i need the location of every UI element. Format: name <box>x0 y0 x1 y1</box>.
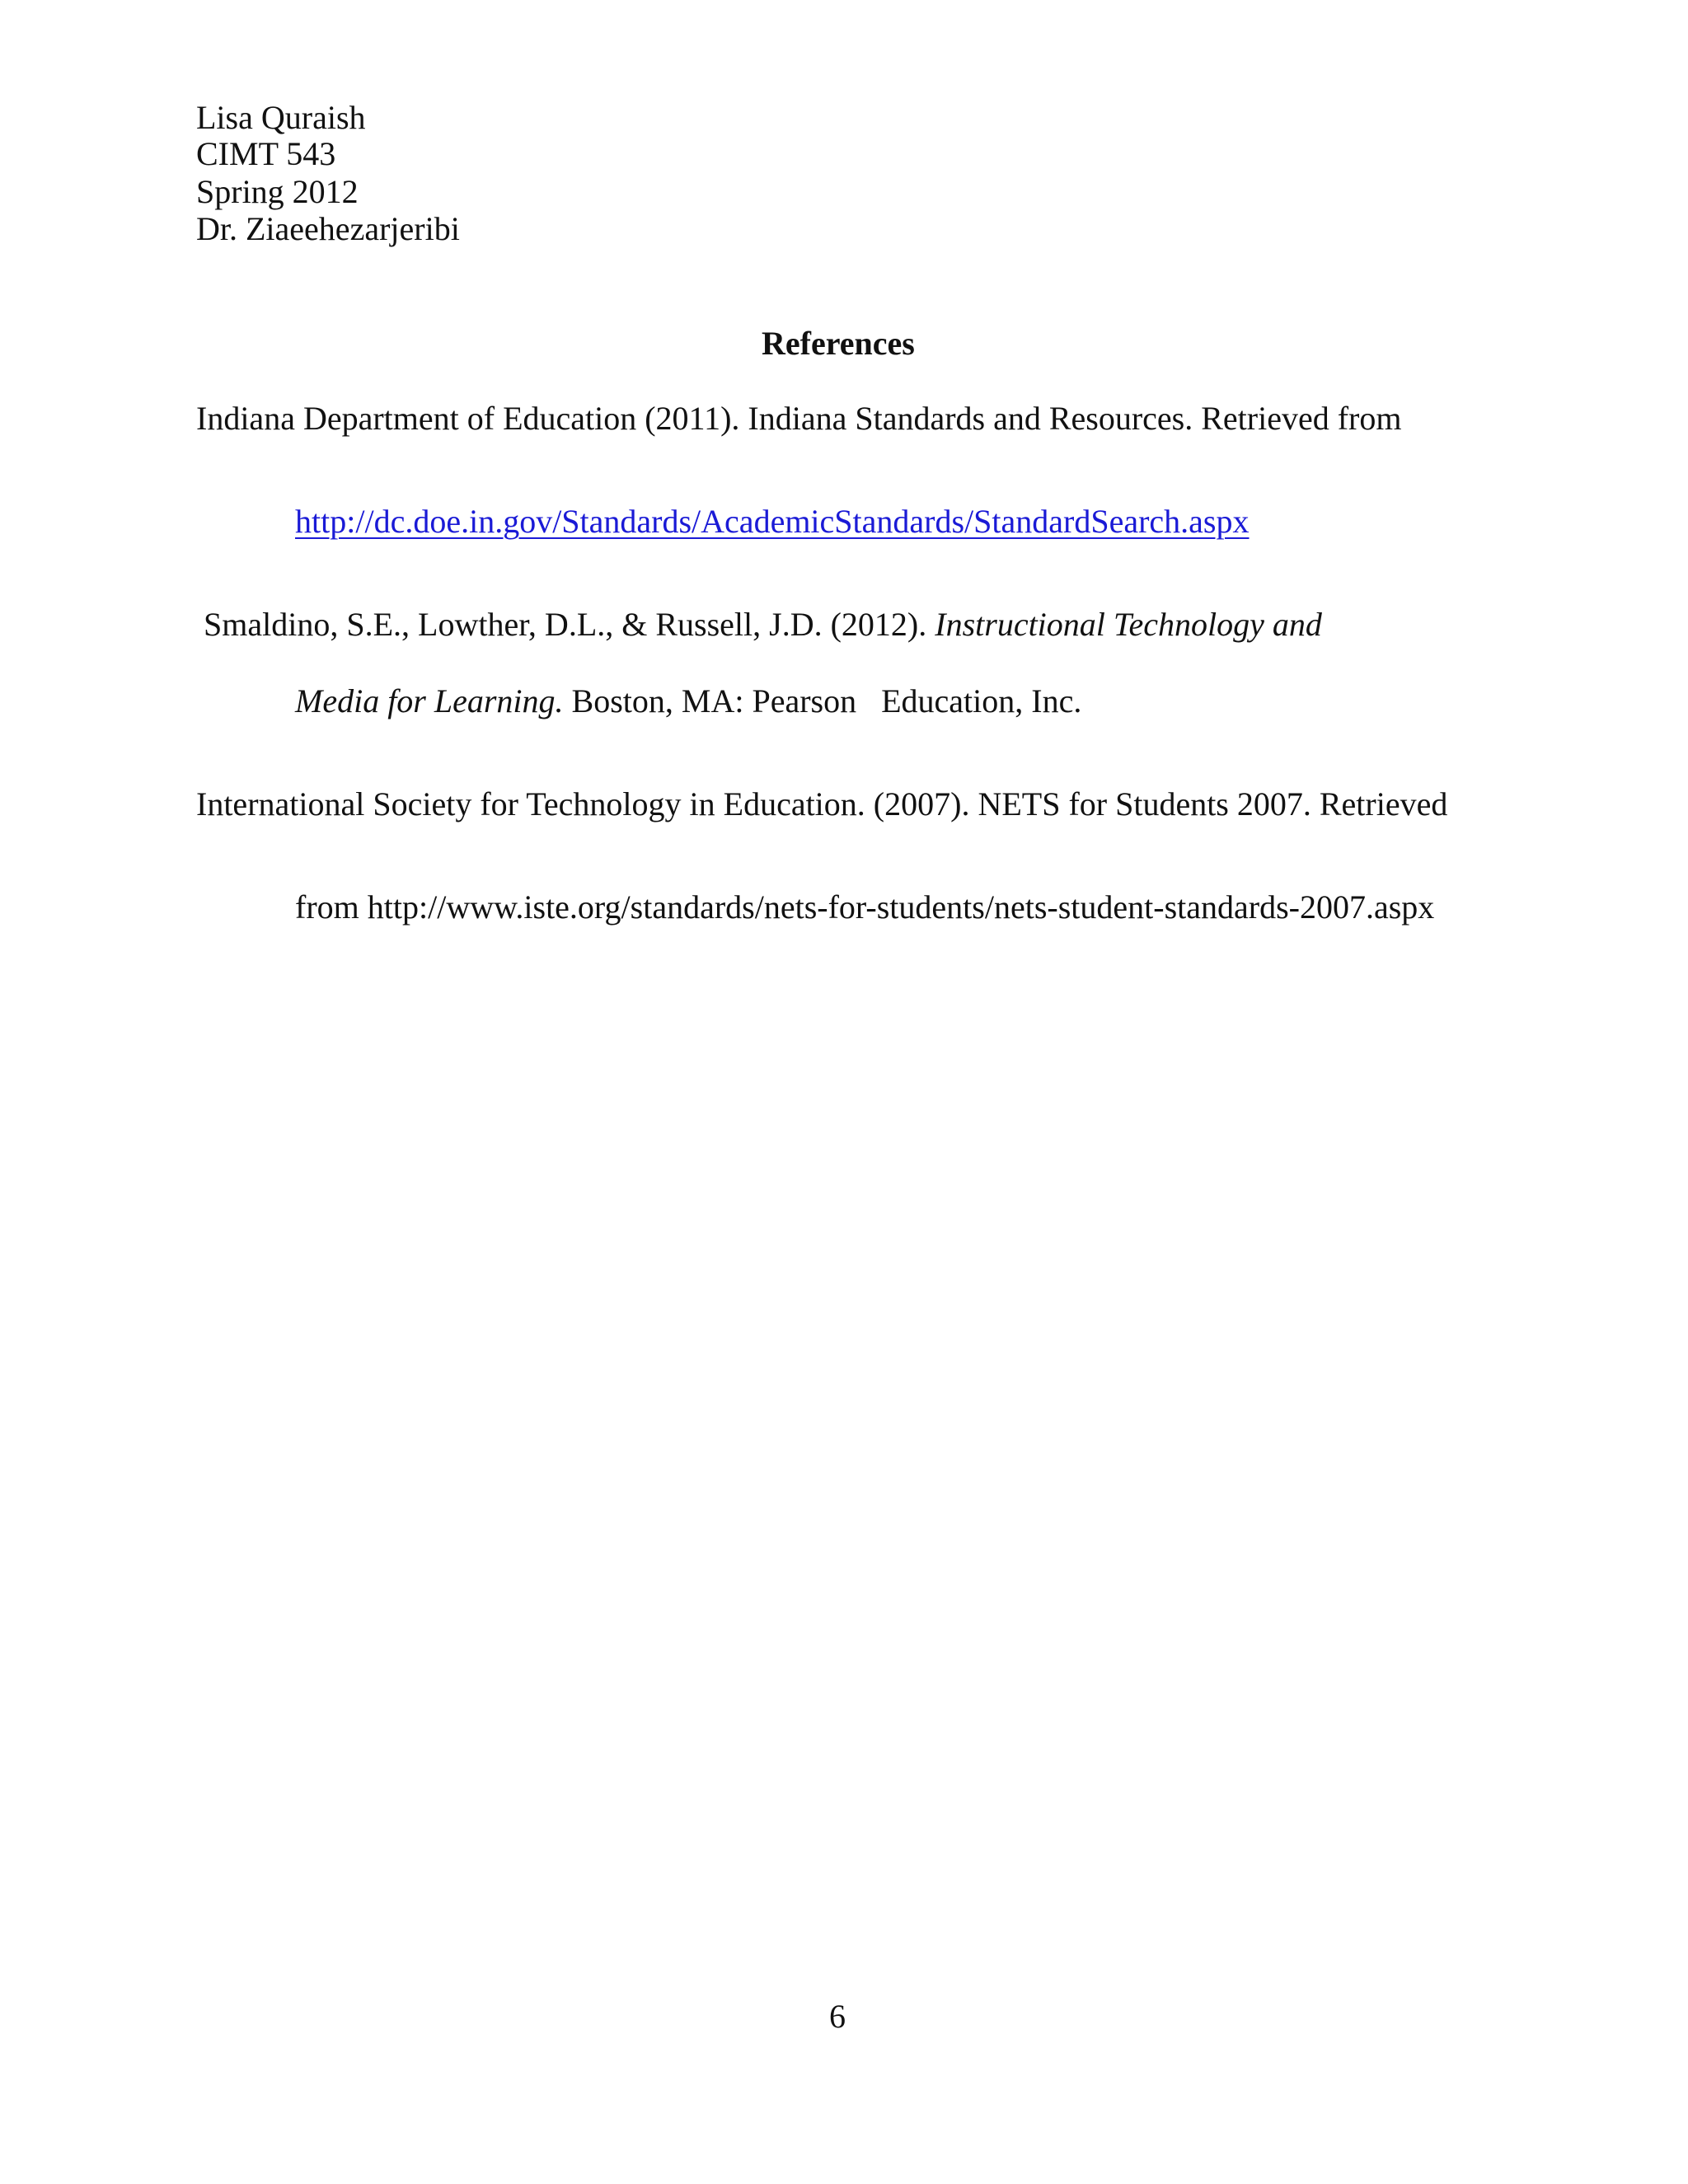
reference-2-title-part-2: Media for Learning. <box>295 682 564 719</box>
reference-2-line-1 <box>204 606 1322 644</box>
course-code: CIMT 543 <box>196 135 336 172</box>
reference-1-line-1: Indiana Department of Education (2011). Indiana Standards and Resources. Retrieved from <box>196 400 1402 437</box>
reference-3-line-1: International Society for Technology in Education. (2007). NETS for Students 2007. Retrieved <box>196 785 1448 823</box>
author-name: Lisa Quraish <box>196 99 366 136</box>
reference-3-line-2: from http://www.iste.org/standards/nets-for-students/nets-student-standards-2007.aspx <box>295 888 1435 926</box>
reference-2-publisher: Boston, MA: Pearson Education, Inc. <box>563 682 1082 719</box>
reference-2-title-part-1: Instructional Technology and <box>935 606 1322 643</box>
page-number: 6 <box>829 1998 846 2035</box>
reference-1-link[interactable]: http://dc.doe.in.gov/Standards/AcademicStandards/StandardSearch.aspx <box>295 503 1250 540</box>
references-heading: References <box>762 325 915 362</box>
instructor-name: Dr. Ziaeehezarjeribi <box>196 210 460 247</box>
reference-2-line-2 <box>295 682 1081 720</box>
term: Spring 2012 <box>196 173 359 210</box>
reference-2-authors: Smaldino, S.E., Lowther, D.L., & Russell, J.D. (2012). <box>204 606 935 643</box>
